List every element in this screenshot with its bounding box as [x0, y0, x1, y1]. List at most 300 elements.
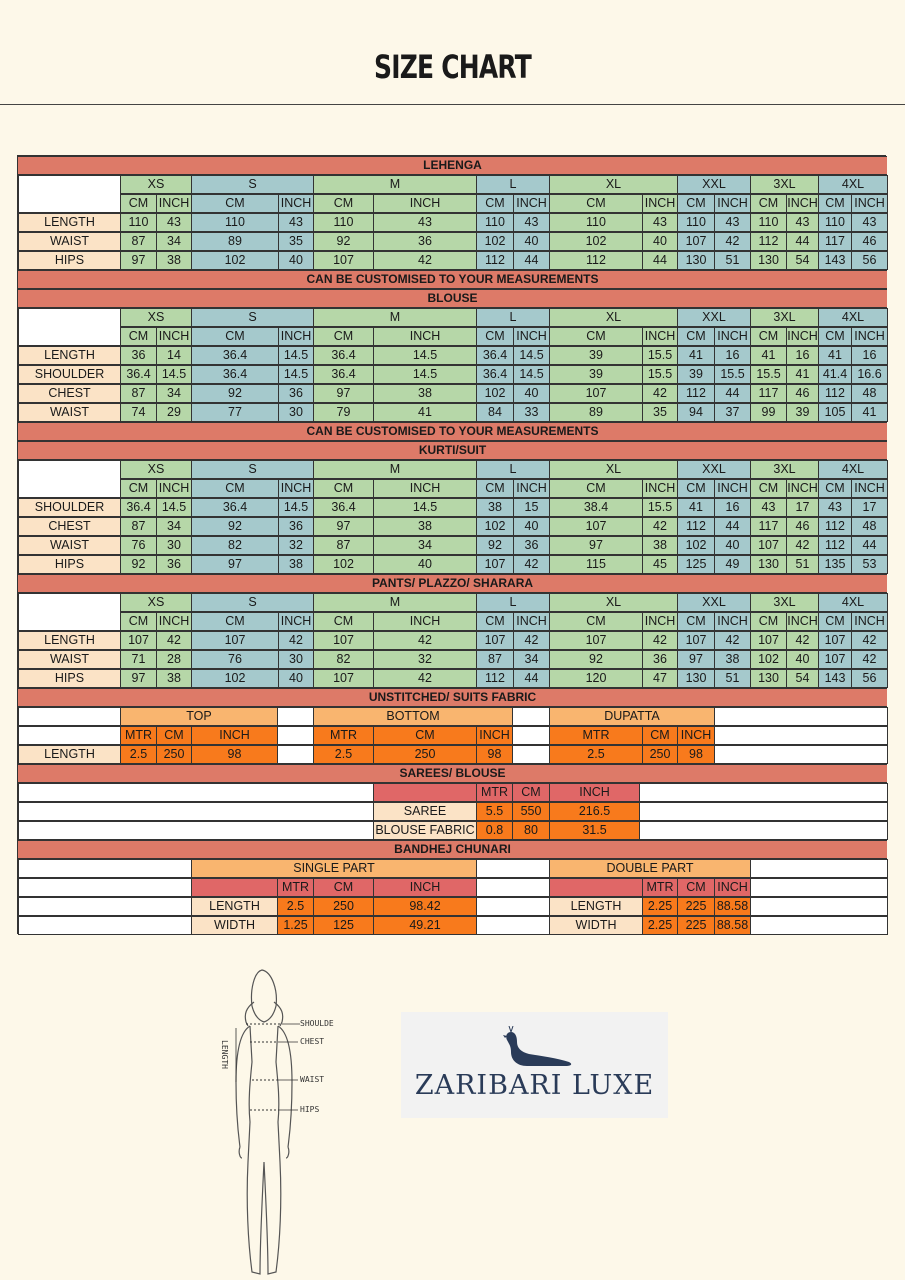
value-cell: 71 — [120, 650, 157, 669]
unit-header: INCH — [476, 726, 513, 745]
unit-header: CM — [120, 612, 157, 631]
value-cell: 89 — [549, 403, 643, 422]
value-cell: 5.5 — [476, 802, 513, 821]
value-cell: 99 — [750, 403, 787, 422]
value-cell: 15.5 — [750, 365, 787, 384]
value-cell: 225 — [677, 916, 715, 935]
size-header: M — [313, 175, 477, 194]
value-cell: 36.4 — [120, 498, 157, 517]
row-label: HIPS — [18, 669, 121, 688]
value-cell: 44 — [714, 384, 751, 403]
value-cell: 46 — [851, 232, 888, 251]
value-cell: 117 — [750, 517, 787, 536]
row-label: SHOULDER — [18, 365, 121, 384]
value-cell: 102 — [476, 517, 514, 536]
value-cell: 107 — [549, 631, 643, 650]
value-cell: 92 — [191, 517, 279, 536]
value-cell: 39 — [786, 403, 819, 422]
value-cell: 56 — [851, 251, 888, 270]
unit-header: INCH — [191, 726, 278, 745]
size-header: L — [476, 460, 550, 479]
value-cell: 42 — [373, 669, 477, 688]
value-cell: 112 — [750, 232, 787, 251]
row-label: LENGTH — [18, 346, 121, 365]
value-cell: 97 — [120, 251, 157, 270]
value-cell: 14.5 — [156, 365, 192, 384]
value-cell: 43 — [278, 213, 314, 232]
blank-cell — [18, 821, 374, 840]
measurement-row — [18, 251, 887, 270]
value-cell: 32 — [278, 536, 314, 555]
unit-header: INCH — [373, 479, 477, 498]
value-cell: 102 — [191, 669, 279, 688]
unit-header: INCH — [278, 327, 314, 346]
measurement-row — [18, 669, 887, 688]
value-cell: 107 — [191, 631, 279, 650]
value-cell: 17 — [851, 498, 888, 517]
value-cell: 36 — [278, 384, 314, 403]
value-cell: 110 — [549, 213, 643, 232]
blank-cell — [476, 916, 550, 935]
blank-cell — [714, 707, 888, 726]
value-cell: 107 — [549, 384, 643, 403]
value-cell: 30 — [278, 650, 314, 669]
value-cell: 37 — [714, 403, 751, 422]
blank-cell — [476, 859, 550, 878]
value-cell: 32 — [373, 650, 477, 669]
unit-header: CM — [313, 327, 374, 346]
unit-header: INCH — [156, 612, 192, 631]
value-cell: 102 — [313, 555, 374, 574]
row-label: HIPS — [18, 555, 121, 574]
value-cell: 550 — [512, 802, 550, 821]
size-header-row — [18, 460, 887, 479]
unit-header: CM — [818, 479, 852, 498]
size-header: 4XL — [818, 308, 888, 327]
value-cell: 88.58 — [714, 897, 751, 916]
blank-cell — [18, 802, 374, 821]
value-cell: 94 — [677, 403, 715, 422]
kurti-section-header: KURTI/SUIT — [18, 441, 887, 460]
value-cell: 40 — [373, 555, 477, 574]
value-cell: 38 — [476, 498, 514, 517]
row-label: SAREE — [373, 802, 477, 821]
value-cell: 2.5 — [277, 897, 314, 916]
value-cell: 36.4 — [191, 498, 279, 517]
size-header: M — [313, 593, 477, 612]
part-header: DOUBLE PART — [549, 859, 751, 878]
value-cell: 44 — [851, 536, 888, 555]
waist-label: WAIST — [300, 1075, 325, 1084]
value-cell: 102 — [677, 536, 715, 555]
value-cell: 98 — [677, 745, 715, 764]
value-cell: 82 — [191, 536, 279, 555]
value-cell: 31.5 — [549, 821, 640, 840]
value-cell: 110 — [313, 213, 374, 232]
blank-cell — [750, 878, 888, 897]
value-cell: 130 — [750, 555, 787, 574]
blank-cell — [277, 707, 314, 726]
value-cell: 29 — [156, 403, 192, 422]
unit-header: MTR — [277, 878, 314, 897]
value-cell: 40 — [513, 232, 550, 251]
value-cell: 2.5 — [120, 745, 157, 764]
unit-header: INCH — [156, 194, 192, 213]
value-cell: 130 — [750, 669, 787, 688]
value-cell: 30 — [278, 403, 314, 422]
unit-header: CM — [191, 479, 279, 498]
size-chart-table — [17, 155, 886, 934]
value-cell: 250 — [313, 897, 374, 916]
unit-header: INCH — [278, 194, 314, 213]
value-cell: 250 — [156, 745, 192, 764]
unit-header: CM — [373, 726, 477, 745]
row-label: WIDTH — [191, 916, 278, 935]
unit-header: MTR — [476, 783, 513, 802]
value-cell: 53 — [851, 555, 888, 574]
bandhej-section-header: BANDHEJ CHUNARI — [18, 840, 887, 859]
value-cell: 42 — [513, 631, 550, 650]
value-cell: 120 — [549, 669, 643, 688]
value-cell: 56 — [851, 669, 888, 688]
unit-header: CM — [818, 612, 852, 631]
measurement-row — [18, 536, 887, 555]
sarees-section-header: SAREES/ BLOUSE — [18, 764, 887, 783]
value-cell: 41 — [818, 346, 852, 365]
value-cell: 102 — [549, 232, 643, 251]
unit-header: INCH — [513, 612, 550, 631]
bandhej-unit-row — [18, 878, 887, 897]
unit-header: INCH — [714, 194, 751, 213]
value-cell: 43 — [750, 498, 787, 517]
value-cell: 42 — [642, 384, 678, 403]
value-cell: 43 — [818, 498, 852, 517]
unit-header: INCH — [278, 479, 314, 498]
value-cell: 14 — [156, 346, 192, 365]
value-cell: 41 — [786, 365, 819, 384]
value-cell: 0.8 — [476, 821, 513, 840]
unit-header-row — [18, 327, 887, 346]
value-cell: 14.5 — [156, 498, 192, 517]
value-cell: 43 — [786, 213, 819, 232]
blank-cell — [750, 859, 888, 878]
value-cell: 48 — [851, 384, 888, 403]
fabric-value-row — [18, 745, 887, 764]
value-cell: 130 — [750, 251, 787, 270]
value-cell: 36 — [120, 346, 157, 365]
fabric-unit-row — [18, 726, 887, 745]
unit-header: CM — [191, 327, 279, 346]
value-cell: 110 — [191, 213, 279, 232]
value-cell: 36.4 — [120, 365, 157, 384]
value-cell: 36 — [513, 536, 550, 555]
fabric-group-header: BOTTOM — [313, 707, 513, 726]
value-cell: 17 — [786, 498, 819, 517]
blank-cell — [18, 878, 192, 897]
blank-cell — [714, 745, 888, 764]
title-divider — [0, 104, 905, 105]
body-outline-icon — [210, 962, 340, 1280]
value-cell: 87 — [120, 517, 157, 536]
unit-header: CM — [313, 479, 374, 498]
value-cell: 40 — [786, 650, 819, 669]
value-cell: 107 — [120, 631, 157, 650]
measurement-row — [18, 403, 887, 422]
unit-header: INCH — [642, 194, 678, 213]
value-cell: 38.4 — [549, 498, 643, 517]
value-cell: 46 — [786, 384, 819, 403]
unit-header: CM — [677, 194, 715, 213]
unit-header: INCH — [786, 194, 819, 213]
value-cell: 135 — [818, 555, 852, 574]
saree-unit-row — [18, 783, 887, 802]
value-cell: 143 — [818, 669, 852, 688]
value-cell: 112 — [677, 384, 715, 403]
value-cell: 36.4 — [476, 365, 514, 384]
pants-section-header: PANTS/ PLAZZO/ SHARARA — [18, 574, 887, 593]
blank-cell — [639, 821, 888, 840]
size-header: XS — [120, 460, 192, 479]
value-cell: 39 — [549, 365, 643, 384]
row-label: LENGTH — [18, 631, 121, 650]
value-cell: 40 — [513, 384, 550, 403]
unit-header: CM — [313, 194, 374, 213]
value-cell: 40 — [513, 517, 550, 536]
value-cell: 36.4 — [191, 346, 279, 365]
value-cell: 40 — [642, 232, 678, 251]
unstitched-section-header: UNSTITCHED/ SUITS FABRIC — [18, 688, 887, 707]
blank-cell — [18, 783, 374, 802]
value-cell: 54 — [786, 669, 819, 688]
measurement-row — [18, 232, 887, 251]
unit-header: INCH — [714, 612, 751, 631]
value-cell: 216.5 — [549, 802, 640, 821]
blank-cell — [512, 726, 550, 745]
unit-header: INCH — [642, 327, 678, 346]
value-cell: 107 — [313, 251, 374, 270]
value-cell: 40 — [278, 669, 314, 688]
value-cell: 92 — [191, 384, 279, 403]
unit-header: INCH — [642, 612, 678, 631]
value-cell: 92 — [120, 555, 157, 574]
value-cell: 87 — [476, 650, 514, 669]
value-cell: 107 — [677, 232, 715, 251]
value-cell: 36 — [373, 232, 477, 251]
value-cell: 97 — [549, 536, 643, 555]
value-cell: 87 — [120, 384, 157, 403]
size-header: XS — [120, 308, 192, 327]
value-cell: 76 — [191, 650, 279, 669]
value-cell: 92 — [476, 536, 514, 555]
row-label: BLOUSE FABRIC — [373, 821, 477, 840]
value-cell: 36.4 — [313, 346, 374, 365]
value-cell: 77 — [191, 403, 279, 422]
value-cell: 48 — [851, 517, 888, 536]
lehenga-section-header: LEHENGA — [18, 156, 887, 175]
brand-logo — [401, 1012, 668, 1118]
value-cell: 41.4 — [818, 365, 852, 384]
measurement-row — [18, 384, 887, 403]
size-header: XXL — [677, 593, 751, 612]
value-cell: 14.5 — [278, 498, 314, 517]
value-cell: 107 — [677, 631, 715, 650]
value-cell: 98.42 — [373, 897, 477, 916]
value-cell: 35 — [278, 232, 314, 251]
row-label: CHEST — [18, 384, 121, 403]
value-cell: 82 — [313, 650, 374, 669]
value-cell: 34 — [373, 536, 477, 555]
unit-header: CM — [642, 726, 678, 745]
blank-cell — [476, 897, 550, 916]
size-header: S — [191, 308, 314, 327]
value-cell: 115 — [549, 555, 643, 574]
value-cell: 16 — [786, 346, 819, 365]
blank-cell — [639, 802, 888, 821]
value-cell: 49.21 — [373, 916, 477, 935]
value-cell: 41 — [373, 403, 477, 422]
size-header: 3XL — [750, 593, 819, 612]
unit-header: INCH — [513, 479, 550, 498]
unit-header: MTR — [642, 878, 678, 897]
blouse-section-header: BLOUSE — [18, 289, 887, 308]
blank-cell — [18, 859, 192, 878]
value-cell: 38 — [156, 251, 192, 270]
brand-name: ZARIBARI LUXE — [414, 1070, 655, 1101]
value-cell: 44 — [714, 517, 751, 536]
value-cell: 16 — [714, 346, 751, 365]
saree-row — [18, 802, 887, 821]
size-header: S — [191, 175, 314, 194]
value-cell: 112 — [677, 517, 715, 536]
value-cell: 15.5 — [642, 346, 678, 365]
value-cell: 92 — [549, 650, 643, 669]
blank-cell — [18, 916, 192, 935]
value-cell: 105 — [818, 403, 852, 422]
unit-header: CM — [677, 327, 715, 346]
value-cell: 42 — [714, 631, 751, 650]
value-cell: 33 — [513, 403, 550, 422]
size-header: XL — [549, 460, 678, 479]
value-cell: 1.25 — [277, 916, 314, 935]
size-header: XL — [549, 593, 678, 612]
unit-header: CM — [313, 878, 374, 897]
unit-header-row — [18, 612, 887, 631]
value-cell: 43 — [714, 213, 751, 232]
value-cell: 117 — [818, 232, 852, 251]
value-cell: 110 — [750, 213, 787, 232]
page-title: SIZE CHART — [374, 48, 531, 86]
row-label: WAIST — [18, 650, 121, 669]
value-cell: 110 — [120, 213, 157, 232]
unit-header: INCH — [642, 479, 678, 498]
value-cell: 36.4 — [476, 346, 514, 365]
unit-header: CM — [818, 327, 852, 346]
blank-cell — [277, 745, 314, 764]
value-cell: 39 — [549, 346, 643, 365]
size-header: XXL — [677, 175, 751, 194]
size-header: L — [476, 593, 550, 612]
unit-header: CM — [750, 479, 787, 498]
row-label: SHOULDER — [18, 498, 121, 517]
unit-header: CM — [476, 479, 514, 498]
value-cell: 16 — [714, 498, 751, 517]
size-header: 4XL — [818, 460, 888, 479]
value-cell: 107 — [476, 631, 514, 650]
unit-header: INCH — [373, 327, 477, 346]
value-cell: 112 — [818, 517, 852, 536]
row-label: WIDTH — [549, 916, 643, 935]
unit-header: CM — [549, 327, 643, 346]
value-cell: 40 — [278, 251, 314, 270]
saree-row — [18, 821, 887, 840]
value-cell: 97 — [191, 555, 279, 574]
size-header-row — [18, 175, 887, 194]
size-header: 4XL — [818, 175, 888, 194]
value-cell: 97 — [120, 669, 157, 688]
unit-header: INCH — [786, 479, 819, 498]
value-cell: 36.4 — [313, 365, 374, 384]
value-cell: 40 — [714, 536, 751, 555]
value-cell: 44 — [642, 251, 678, 270]
unit-header: CM — [156, 726, 192, 745]
value-cell: 42 — [642, 517, 678, 536]
unit-header: CM — [677, 612, 715, 631]
measurement-row — [18, 555, 887, 574]
blank-cell — [18, 707, 121, 726]
size-header: XS — [120, 593, 192, 612]
value-cell: 107 — [549, 517, 643, 536]
value-cell: 54 — [786, 251, 819, 270]
row-label: WAIST — [18, 403, 121, 422]
unit-header: INCH — [851, 612, 888, 631]
value-cell: 112 — [476, 669, 514, 688]
value-cell: 89 — [191, 232, 279, 251]
value-cell: 98 — [476, 745, 513, 764]
fabric-group-header: DUPATTA — [549, 707, 715, 726]
unit-header: CM — [120, 479, 157, 498]
unit-header: CM — [120, 194, 157, 213]
size-header: 3XL — [750, 175, 819, 194]
size-header: M — [313, 460, 477, 479]
unit-header: INCH — [513, 194, 550, 213]
bandhej-row — [18, 916, 887, 935]
value-cell: 112 — [476, 251, 514, 270]
value-cell: 45 — [642, 555, 678, 574]
unit-header: CM — [549, 194, 643, 213]
value-cell: 15.5 — [642, 365, 678, 384]
row-label: LENGTH — [18, 745, 121, 764]
blank-cell — [373, 783, 477, 802]
unit-header: CM — [818, 194, 852, 213]
size-header: M — [313, 308, 477, 327]
unit-header: INCH — [851, 479, 888, 498]
unit-header: INCH — [786, 612, 819, 631]
value-cell: 42 — [513, 555, 550, 574]
size-header-row — [18, 308, 887, 327]
value-cell: 34 — [513, 650, 550, 669]
value-cell: 42 — [373, 631, 477, 650]
value-cell: 107 — [750, 536, 787, 555]
value-cell: 47 — [642, 669, 678, 688]
value-cell: 14.5 — [513, 365, 550, 384]
unit-header: CM — [191, 612, 279, 631]
unit-header: CM — [549, 479, 643, 498]
measurement-row — [18, 213, 887, 232]
value-cell: 107 — [313, 669, 374, 688]
value-cell: 36 — [278, 517, 314, 536]
hips-label: HIPS — [300, 1105, 320, 1114]
value-cell: 143 — [818, 251, 852, 270]
